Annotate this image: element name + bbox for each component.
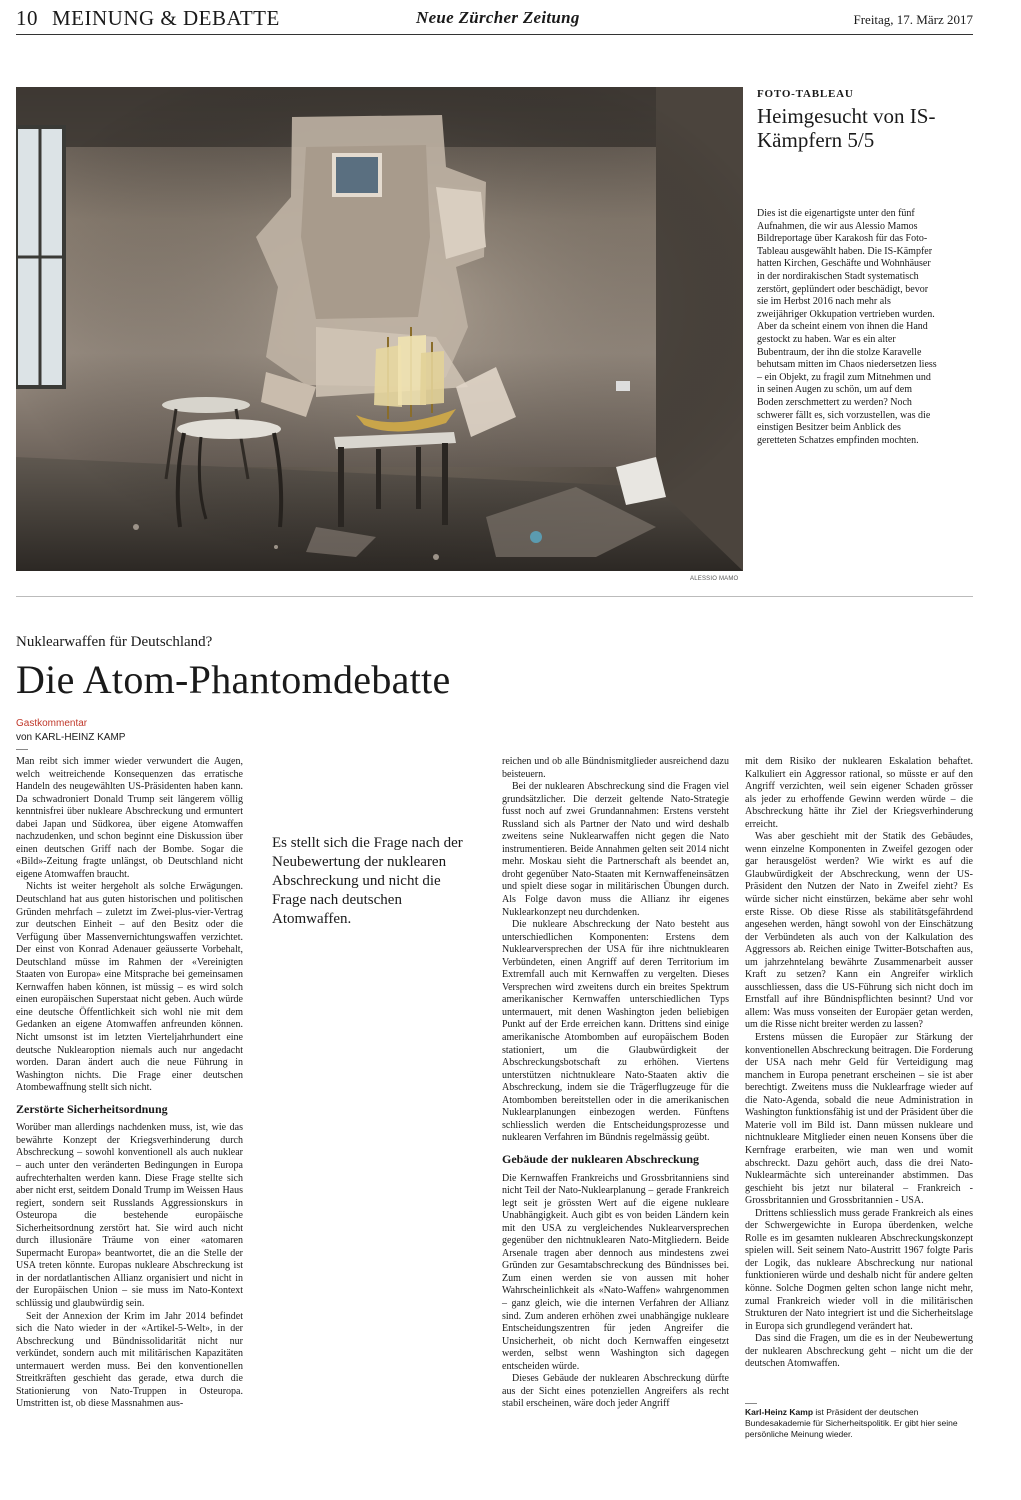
author-bio	[745, 1407, 970, 1440]
newspaper-logo: Neue Zürcher Zeitung	[416, 8, 580, 27]
tableau-title: Heimgesucht von IS-Kämpfern 5/5	[757, 104, 936, 152]
paragraph: Drittens schliesslich muss gerade Frankreich als eines der Schwergewichte in Europa überdenken, welche Rolle es im gesamten nuklearen Abschreckungskonzept spielen will. Seit seinem Nato-Austritt 1967 folgte Paris der Logik, das nukleare Abschreckung nur national funktionieren würde und deshalb nicht für andere gelten könne. Solche Dogmen gelten schon lange nicht mehr, zumal Frankreich wieder voll in die militärischen Strukturen der Nato integriert ist und die Sicherheitslage in Europa sich grundlegend verändert hat.	[745, 1207, 973, 1332]
article-headline: Die Atom-Phantomdebatte	[16, 657, 451, 702]
section-divider	[16, 596, 973, 597]
paragraph: Das sind die Fragen, um die es in der Neubewertung der nuklearen Abschreckung geht – nicht um die der deutschen Atomwaffen.	[745, 1333, 973, 1370]
article-column-3	[502, 756, 729, 1411]
paragraph: Nichts ist weiter hergeholt als solche Erwägungen. Deutschland hat aus guten historischen und politischen Gründen mehrfach – zuletzt im Zwei-plus-vier-Vertrag zur deutschen Einheit – auf den Besitz oder die Verfügung über Massenvernichtungswaffen verzichtet. Der einst von Konrad Adenauer geäusserte Vorbehalt, Deutschland müsse im Rahmen der «Vereinigten Staaten von Europa» eine Mitsprache bei gemeinsamen Kernwaffen haben können, ist müssig – es wird solch einen europäischen Superstaat nicht geben. Auch würde eine deutsche Öffentlichkeit sich wohl nie mit dem Gedanken an eigene Atomwaffen anfreunden können. Nicht umsonst ist im letzten Vierteljahrhundert eine deutsche Nuklearoption niemals auch nur angedacht worden. Daran ändert auch die neue Führung in Washington nichts. Die Frage einer deutschen Atombewaffnung stellt sich nicht.	[16, 881, 243, 1094]
photo-credit: ALESSIO MAMO	[690, 576, 739, 582]
tableau-caption: Dies ist die eigenartigste unter den fünf Aufnahmen, die wir aus Alessio Mamos Bildreportage über Karakosh für das Foto-Tableau ausgewählt haben. Die IS-Kämpfer hatten Kirchen, Geschäfte und Wohnhäuser in der nordirakischen Stadt systematisch zerstört, geplündert oder beschädigt, bevor sie im Herbst 2016 nach mehr als zweijähriger Okkupation vertrieben wurden. Aber da scheint einem von ihnen die Hand gestockt zu haben. War es ein alter Bubentraum, der ihn die stolze Karavelle behutsam mitten im Chaos niedersetzen liess – ein Objekt, zu fragil zum Mitnehmen und in seinen Augen zu schön, um auf dem Boden zerschmettert zu werden? Noch schwerer fällt es, sich vorzustellen, was die einstigen Besitzer beim Anblick des geretteten Schatzes empfinden mochten.	[757, 208, 937, 446]
author-description: ist Präsident der deutschen Bundesakademie für Sicherheitspolitik. Er gibt hier seine persönliche Meinung wieder.	[745, 1407, 958, 1439]
photo-ruined-room-with-ship-model	[16, 87, 743, 571]
article-overline: Nuklearwaffen für Deutschland?	[16, 634, 213, 650]
paragraph: Seit der Annexion der Krim im Jahr 2014 befindet sich die Nato wieder in der «Artikel-5-Welt», in der Abschreckung und Bündnissolidarität nicht nur verkündet, sondern auch mit militärischen Kapazitäten untermauert werden muss. Bei den konventionellen Streitkräften geschieht das gerade, etwa durch die Stationierung von Nato-Truppen in Osteuropa. Umstritten ist, ob diese Massnahmen aus-	[16, 1310, 243, 1410]
page-number: 10	[16, 6, 38, 30]
paragraph: Dieses Gebäude der nuklearen Abschreckung dürfte aus der Sicht eines potenziellen Angreifers als recht stabil erscheinen, wäre doch jeder Angriff	[502, 1373, 729, 1410]
subheading: Gebäude der nuklearen Abschreckung	[502, 1151, 700, 1166]
paragraph: Worüber man allerdings nachdenken muss, ist, wie das bewährte Konzept der Kriegsverhinderung durch Abschreckung – sowohl konventionell als auch nuklear – auch unter den veränderten Bedingungen in Europa aufrechterhalten werden kann. Diese Frage stellte sich aber nicht erst, seitdem Donald Trump im Weissen Haus regiert, sondern seit Russlands Aggressionskurs in Osteuropa die bestehende europäische Sicherheitsordnung zerstört hat. Sie wird auch nicht durch illusionäre Träume von einer «atomaren Supermacht Europa» beantwortet, die an die Stelle der USA treten könnte. Europas nukleare Abschreckung ist in der nordatlantischen Allianz organisiert und nicht in der Europäischen Union – sie muss im Nato-Kontext schlüssig und glaubwürdig sein.	[16, 1122, 243, 1309]
article-rubric: Gastkommentar	[16, 718, 88, 729]
byline-rule	[16, 749, 28, 750]
paragraph: reichen und ob alle Bündnismitglieder ausreichend dazu beisteuern.	[502, 756, 729, 780]
issue-date: Freitag, 17. März 2017	[853, 12, 973, 27]
pull-quote: Es stellt sich die Frage nach der Neubewertung der nuklearen Abschreckung und nicht die Frage nach deutschen Atomwaffen.	[272, 835, 463, 927]
article-byline: von KARL-HEINZ KAMP	[16, 732, 126, 743]
paragraph: Die nukleare Abschreckung der Nato besteht aus unterschiedlichen Komponenten: Erstens dem Nuklearversprechen der USA für ihre nichtnuklearen Verbündeten, einen Angriff auf deren Territorium im Extremfall auch mit Kernwaffen zu vergelten. Dieses Versprechen wird zweitens durch ein breites Spektrum amerikanischer Kernwaffen unterschiedlichen Typs untermauert, mit denen Washington jeden beliebigen Punkt auf der Erde erreichen kann. Drittens sind einige amerikanische Atombomben auf europäischem Boden stationiert, um die Glaubwürdigkeit der Abschreckungsbotschaft zu erhöhen. Viertens unterstützen nichtnukleare Nato-Staaten aktiv die Abschreckung, indem sie die Trägerflugzeuge für die Atombomben bereitstellen oder in die amerikanischen Nuklearplanungen einbezogen werden. Fünftens schliesslich werden die Entscheidungsprozesse und nuklearen Verfahren im Bündnis regelmässig geübt.	[502, 919, 729, 1144]
paragraph: Bei der nuklearen Abschreckung sind die Fragen viel grundsätzlicher. Die derzeit geltende Nato-Strategie fusst noch auf zwei Grundannahmen: Erstens versteht Russland sich als Partner der Nato und wird deshalb zweitens seine Nuklearwaffen nicht gegen die Nato instrumentieren. Beide Annahmen gelten seit 2014 nicht mehr. Moskau sieht die Partnerschaft als beendet an, droht gegenüber Nato-Staaten mit Kernwaffeneinsätzen und spielt diese sogar in militärischen Übungen durch. Als Folge davon muss die Allianz ihr eigenes Nuklearkonzept neu durchdenken.	[502, 781, 729, 918]
paragraph: mit dem Risiko der nuklearen Eskalation behaftet. Kalkuliert ein Aggressor rational, so müsste er auf den Angriff verzichten, weil sein eigener Schaden grösser als jeder zu erhoffende Gewinn werden würde – die Abschreckung hätte ihr Ziel der Kriegsverhinderung erreicht.	[745, 756, 973, 830]
paragraph: Was aber geschieht mit der Statik des Gebäudes, wenn einzelne Komponenten in Zweifel gezogen oder gar herausgelöst werden? Wie wirkt es auf die Glaubwürdigkeit der Abschreckung, wenn der US-Präsident den Nutzen der Nato in Zweifel zieht? Es würde sicher nicht einstürzen, bekäme aber sehr wohl erste Risse. Ob diese Risse als stabilitätsgefährdend angesehen werden, hängt sowohl von der Einschätzung der Verbündeten als auch von der Kalkulation des Aggressors ab. Reichen einige Twitter-Botschaften aus, um jahrzehntelang bewährte Zusammenarbeit ausser Kraft zu setzen? Kann ein Angreifer wirklich ausschliessen, dass die US-Führung sich nicht doch im Ernstfall auf ihre Bündnispflichten besinnt? Und vor allem: Was muss vonseiten der Europäer getan werden, um die Risse nicht breiter werden zu lassen?	[745, 831, 973, 1031]
paragraph: Man reibt sich immer wieder verwundert die Augen, welch weitreichende Konsequenzen das erratische Handeln des neugewählten US-Präsidenten haben kann. Da schwadroniert Donald Trump seit längerem völlig kenntnisfrei über nukleare Abschreckung und ermuntert dabei Japan und Südkorea, über eigene Atomwaffen nachzudenken, und schon beginnt eine Diskussion über einen deutschen Griff nach der Bombe. Sogar die «Bild»-Zeitung fragte unlängst, ob Deutschland nicht eigene Atomwaffen braucht.	[16, 756, 243, 880]
bio-rule	[745, 1403, 757, 1404]
section-name: MEINUNG & DEBATTE	[52, 6, 280, 30]
masthead	[16, 4, 973, 32]
paragraph: Die Kernwaffen Frankreichs und Grossbritanniens sind nicht Teil der Nato-Nuklearplanung – gerade Frankreich legt seit je grössten Wert auf die eigene nukleare Unabhängigkeit. Auch gibt es von beiden Ländern kein mit den USA zu vergleichendes Nuklearversprechen gegenüber den nichtnuklearen Nato-Mitgliedern. Beide Arsenale tragen aber dennoch aus mindestens zwei Gründen zur Gesamtabschreckung des Bündnisses bei. Zum einen werden sie von aussen mit hoher Wahrscheinlichkeit als «Nato-Waffen» wahrgenommen – ganz gleich, wie die internen Verfahren der Allianz sind. Zum anderen erhöhen zwei unabhängige nukleare Entscheidungszentren für jeden Angreifer die Unsicherheit, ob nicht doch Kernwaffen eingesetzt werden, selbst wenn Washington sich dagegen entscheiden würde.	[502, 1172, 729, 1372]
paragraph: Erstens müssen die Europäer zur Stärkung der konventionellen Abschreckung beitragen. Die Forderung der USA nach mehr Geld für Verteidigung mag manchem in Europa penetrant erscheinen – sie ist aber berechtigt. Zweitens muss die Nuklearfrage wieder auf die Nato-Agenda, sobald die neue Administration in Washington funktionsfähig ist und der Präsident über die Materie voll im Bild ist. Dann müssen nukleare und nichtnukleare Mitglieder einen neuen Konsens über die Kernfrage erarbeiten, wie man wen und womit abschreckt. Dazu gehört auch, dass die drei Nato-Nuklearmächte sich untereinander abstimmen. Das geschieht bis jetzt nur bilateral – Frankreich - Grossbritannien und Grossbritannien - USA.	[745, 1032, 973, 1207]
subheading: Zerstörte Sicherheitsordnung	[16, 1101, 168, 1116]
tableau-kicker: FOTO-TABLEAU	[757, 88, 854, 100]
article-column-1	[16, 756, 243, 1411]
masthead-rule	[16, 34, 973, 35]
author-name: Karl-Heinz Kamp	[745, 1407, 814, 1417]
article-column-4	[745, 756, 973, 1371]
